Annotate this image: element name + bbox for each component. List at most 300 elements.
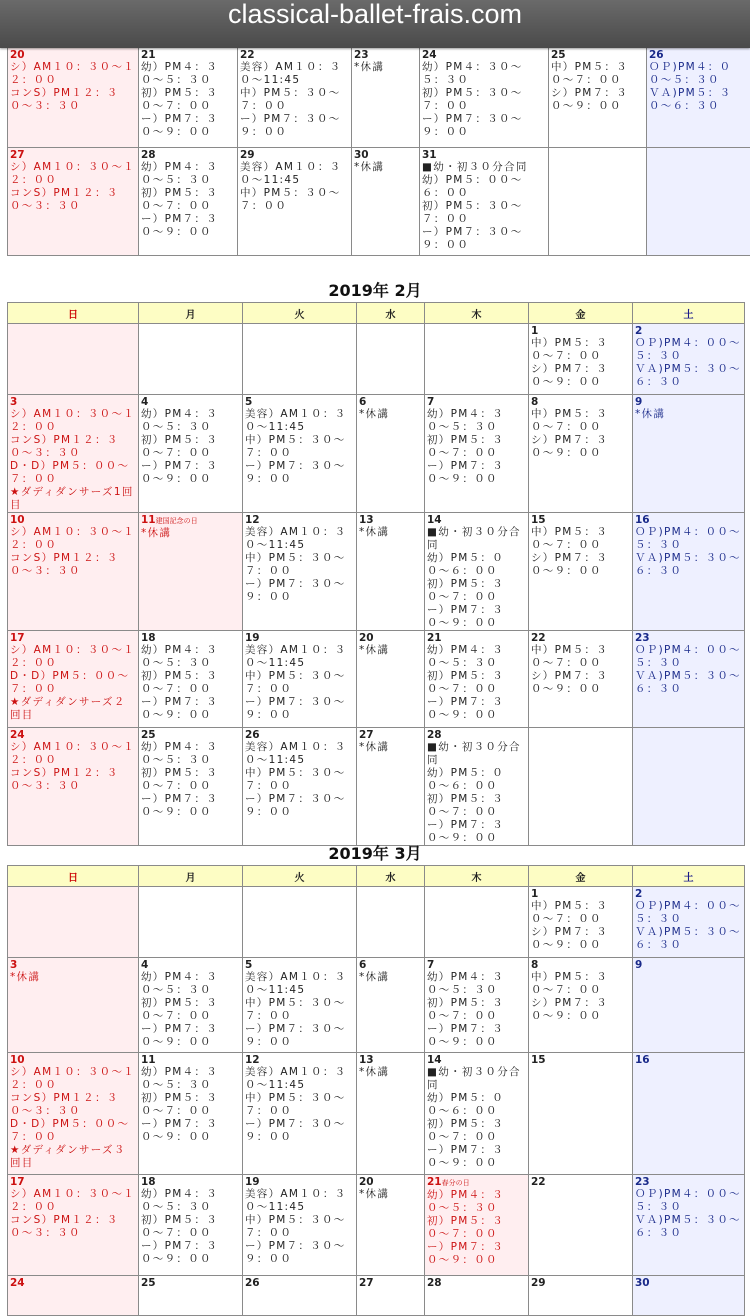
day-number [427, 959, 526, 971]
day-number-value: 24 [10, 1277, 25, 1289]
class-schedule-line: ★ダディダンサーズ２回目 [10, 696, 136, 722]
day-number [141, 959, 240, 971]
day-number-value: 18 [141, 1176, 156, 1188]
day-cell-jan-partial-28 [139, 148, 238, 256]
class-schedule-line: ー）PM７：３０〜９：００ [422, 226, 546, 252]
class-schedule-line: コンS）PM１２：３０〜３：３０ [10, 434, 136, 460]
class-schedule-line: 中）PM５：３０〜７：００ [245, 670, 354, 696]
day-number [635, 514, 742, 526]
day-number [427, 514, 526, 526]
class-schedule-line: 中）PM５：３０〜７：００ [240, 87, 349, 113]
day-cell-feb-26 [243, 728, 357, 846]
class-schedule-line: シ）PM７：３０〜９：００ [531, 434, 630, 460]
weekday-header: 木 [425, 303, 529, 324]
day-cell-mar-25 [139, 1276, 243, 1316]
class-schedule-line: D・D）PM５：００〜７：００ [10, 460, 136, 486]
class-schedule-line: ー）PM７：３０〜９：００ [240, 113, 349, 139]
day-number-value: 22 [531, 1176, 546, 1188]
day-cell-mar-16 [633, 1053, 745, 1175]
day-number-value: 23 [635, 1176, 650, 1188]
day-number [635, 1054, 742, 1066]
class-schedule-line: 初）PM５：３０〜７：００ [141, 1214, 240, 1240]
day-cell-mar-5 [243, 958, 357, 1053]
class-schedule-line: 中）PM５：３０〜７：００ [245, 434, 354, 460]
day-number [245, 959, 354, 971]
class-schedule-line: 幼）PM４：３０〜５：３０ [141, 1066, 240, 1092]
day-cell-mar-12 [243, 1053, 357, 1175]
day-cell-mar-7 [425, 958, 529, 1053]
week-row [8, 1276, 745, 1316]
day-cell-mar-18 [139, 1175, 243, 1276]
class-schedule-line: ー）PM７：３０〜９：００ [141, 460, 240, 486]
class-schedule-line: 初）PM５：３０〜７：００ [427, 793, 526, 819]
week-row [8, 1175, 745, 1276]
day-cell-mar-4 [139, 958, 243, 1053]
week-row [8, 887, 745, 958]
day-cell-jan-partial-26 [647, 48, 750, 148]
class-schedule-line: 幼）PM４：３０〜５：３０ [141, 644, 240, 670]
day-number [10, 396, 136, 408]
class-schedule-line: シ）PM７：３０〜９：００ [531, 997, 630, 1023]
day-number-value: 1 [531, 888, 538, 900]
day-number [245, 729, 354, 741]
holiday-name: 建国記念の日 [156, 517, 198, 525]
day-cell-feb-23 [633, 631, 745, 728]
day-cell-feb-8 [529, 395, 633, 513]
class-schedule-line: ★ダディダンサーズ３回目 [10, 1144, 136, 1170]
class-schedule-line: コンS）PM１２：３０〜３：３０ [10, 187, 136, 213]
day-cell-feb-19 [243, 631, 357, 728]
day-cell-jan-partial-21 [139, 48, 238, 148]
class-schedule-line: *休講 [359, 741, 422, 754]
day-cell-feb-2 [633, 324, 745, 395]
class-schedule-line: 美容）AM１０：３０〜11:45 [245, 971, 354, 997]
class-schedule-line: ー）PM７：３０〜９：００ [141, 1118, 240, 1144]
class-schedule-line: 幼）PM４：３０〜５：３０ [427, 1189, 526, 1215]
class-schedule-line: 初）PM５：３０〜７：００ [422, 200, 546, 226]
day-cell-jan-partial-31 [420, 148, 549, 256]
day-cell-feb-15 [529, 513, 633, 631]
week-row [8, 513, 745, 631]
weekday-header: 金 [529, 303, 633, 324]
class-schedule-line: 初）PM５：３０〜７：００ [427, 997, 526, 1023]
class-schedule-line: D・D）PM５：００〜７：００ [10, 1118, 136, 1144]
day-cell-mar-17 [8, 1175, 139, 1276]
weekday-header: 日 [8, 303, 139, 324]
day-cell-mar-24 [8, 1276, 139, 1316]
class-schedule-line: 初）PM５：３０〜７：００ [141, 87, 235, 113]
day-number-value: 22 [240, 49, 255, 61]
day-number [354, 149, 417, 161]
class-schedule-line: 初）PM５：３０〜７：００ [427, 670, 526, 696]
class-schedule-line: *休講 [359, 1066, 422, 1079]
class-schedule-line: コンS）PM１２：３０〜３：３０ [10, 552, 136, 578]
day-number [141, 1176, 240, 1188]
day-number [141, 1054, 240, 1066]
day-number-value: 28 [427, 1277, 442, 1289]
day-cell-feb-3 [8, 395, 139, 513]
day-cell-jan-partial-24 [420, 48, 549, 148]
class-schedule-line: *休講 [10, 971, 136, 984]
day-number [531, 1054, 630, 1066]
day-number-value: 13 [359, 514, 374, 526]
day-number-value: 19 [245, 632, 260, 644]
day-number-value: 31 [422, 149, 437, 161]
class-schedule-line: シ）PM７：３０〜９：００ [531, 926, 630, 952]
empty-day-cell [8, 324, 139, 395]
day-number [245, 514, 354, 526]
day-number-value: 10 [10, 514, 25, 526]
class-schedule-line: 初）PM５：３０〜７：００ [422, 87, 546, 113]
day-number [354, 49, 417, 61]
class-schedule-line: シ）PM７：３０〜９：００ [551, 87, 644, 113]
day-number [10, 1277, 136, 1289]
day-cell-feb-4 [139, 395, 243, 513]
class-schedule-line: 初）PM５：３０〜７：００ [141, 997, 240, 1023]
class-schedule-line: ー）PM７：３０〜９：００ [427, 1023, 526, 1049]
day-number-value: 14 [427, 1054, 442, 1066]
day-number [141, 396, 240, 408]
week-row [8, 631, 745, 728]
day-cell-feb-7 [425, 395, 529, 513]
day-cell-jan-partial-22 [238, 48, 352, 148]
day-number-value: 2 [635, 888, 642, 900]
day-number-value: 26 [649, 49, 664, 61]
class-schedule-line: 中）PM５：３０〜７：００ [551, 61, 644, 87]
day-number [531, 1176, 630, 1188]
class-schedule-line: ＯＰ)PM４：００〜５：３０ [635, 900, 742, 926]
class-schedule-line: 初）PM５：３０〜７：００ [427, 434, 526, 460]
day-number [422, 49, 546, 61]
site-url: classical-ballet-frais.com [228, 0, 522, 29]
class-schedule-line: シ）AM１０：３０〜１２：００ [10, 741, 136, 767]
class-schedule-line: ー）PM７：３０〜９：００ [141, 696, 240, 722]
day-number [141, 49, 235, 61]
weekday-header: 土 [633, 866, 745, 887]
weekday-header: 金 [529, 866, 633, 887]
day-number [359, 514, 422, 526]
day-cell-jan-partial-23 [352, 48, 420, 148]
day-number [10, 959, 136, 971]
class-schedule-line: 初）PM５：３０〜７：００ [141, 434, 240, 460]
class-schedule-line: ー）PM７：３０〜９：００ [245, 793, 354, 819]
day-number [635, 1277, 742, 1289]
class-schedule-line: *休講 [354, 61, 417, 74]
day-number [10, 49, 136, 61]
class-schedule-line: *休講 [141, 527, 240, 540]
class-schedule-line: 幼）PM４：３０〜５：３０ [141, 971, 240, 997]
class-schedule-line: ー）PM７：３０〜９：００ [427, 604, 526, 630]
url-bar[interactable] [0, 0, 750, 48]
class-schedule-line: 美容）AM１０：３０〜11:45 [245, 408, 354, 434]
class-schedule-line: 幼）PM５：００〜６：００ [427, 767, 526, 793]
class-schedule-line: 初）PM５：３０〜７：００ [141, 670, 240, 696]
day-cell-mar-26 [243, 1276, 357, 1316]
day-number-value: 14 [427, 514, 442, 526]
day-cell-mar-22 [529, 1175, 633, 1276]
day-number [635, 1176, 742, 1188]
class-schedule-line: ー）PM７：３０〜９：００ [141, 1023, 240, 1049]
day-number-value: 21 [141, 49, 156, 61]
day-number [531, 514, 630, 526]
class-schedule-line: 中）PM５：３０〜７：００ [531, 526, 630, 552]
calendar-february [7, 302, 745, 846]
day-number-value: 20 [359, 1176, 374, 1188]
day-number-value: 29 [531, 1277, 546, 1289]
day-cell-feb-20 [357, 631, 425, 728]
class-schedule-line: *休講 [359, 1188, 422, 1201]
day-number-value: 19 [245, 1176, 260, 1188]
class-schedule-line: 幼）PM４：３０〜５：３０ [427, 644, 526, 670]
day-cell-mar-1 [529, 887, 633, 958]
class-schedule-line: 幼）PM４：３０〜５：３０ [141, 1188, 240, 1214]
day-number [422, 149, 546, 161]
day-number [141, 729, 240, 741]
day-cell-mar-21 [425, 1175, 529, 1276]
class-schedule-line: D・D）PM５：００〜７：００ [10, 670, 136, 696]
day-number-value: 3 [10, 396, 17, 408]
week-row [8, 324, 745, 395]
day-number [359, 729, 422, 741]
day-number-value: 20 [10, 49, 25, 61]
day-cell-feb-27 [357, 728, 425, 846]
day-number-value: 11 [141, 1054, 156, 1066]
class-schedule-line: 初）PM５：３０〜７：００ [427, 1215, 526, 1241]
day-number [649, 49, 748, 61]
day-cell-feb-16 [633, 513, 745, 631]
class-schedule-line: 美容）AM１０：３０〜11:45 [240, 161, 349, 187]
day-number-value: 28 [427, 729, 442, 741]
day-number-value: 21 [427, 1176, 442, 1188]
class-schedule-line: ー）PM７：３０〜９：００ [141, 213, 235, 239]
week-row [8, 148, 750, 256]
class-schedule-line: 初）PM５：３０〜７：００ [141, 187, 235, 213]
day-cell-feb-10 [8, 513, 139, 631]
weekday-header: 木 [425, 866, 529, 887]
class-schedule-line: シ）PM７：３０〜９：００ [531, 670, 630, 696]
day-number-value: 15 [531, 1054, 546, 1066]
day-number [427, 632, 526, 644]
day-cell-jan-partial-30 [352, 148, 420, 256]
class-schedule-line: 幼）PM４：３０〜５：３０ [141, 741, 240, 767]
day-cell-jan-partial-27 [8, 148, 139, 256]
class-schedule-line: 初）PM５：３０〜７：００ [427, 1118, 526, 1144]
day-cell-mar-3 [8, 958, 139, 1053]
day-number [141, 632, 240, 644]
day-number [635, 888, 742, 900]
class-schedule-line: ー）PM７：３０〜９：００ [141, 1240, 240, 1266]
class-schedule-line: 美容）AM１０：３０〜11:45 [245, 526, 354, 552]
empty-day-cell [139, 887, 243, 958]
class-schedule-line: ー）PM７：３０〜９：００ [422, 113, 546, 139]
empty-day-cell [357, 887, 425, 958]
class-schedule-line: 初）PM５：３０〜７：００ [141, 767, 240, 793]
day-cell-mar-27 [357, 1276, 425, 1316]
day-cell-jan-partial-20 [8, 48, 139, 148]
empty-day-cell [633, 728, 745, 846]
class-schedule-line: ＯＰ)PM４：００〜５：３０ [635, 526, 742, 552]
day-number [359, 632, 422, 644]
class-schedule-line: シ）PM７：３０〜９：００ [531, 363, 630, 389]
day-number [10, 1176, 136, 1188]
class-schedule-line: 初）PM５：３０〜７：００ [427, 578, 526, 604]
class-schedule-line: *休講 [635, 408, 742, 421]
day-number [427, 1176, 526, 1189]
class-schedule-line: ＯＰ)PM４：００〜５：３０ [635, 337, 742, 363]
day-number-value: 17 [10, 1176, 25, 1188]
holiday-name: 春分の日 [442, 1179, 470, 1187]
day-number-value: 8 [531, 396, 538, 408]
day-number-value: 25 [141, 1277, 156, 1289]
day-cell-mar-30 [633, 1276, 745, 1316]
day-number-value: 9 [635, 396, 642, 408]
weekday-header: 日 [8, 866, 139, 887]
empty-day-cell [243, 324, 357, 395]
class-schedule-line: *休講 [359, 526, 422, 539]
day-number-value: 2 [635, 325, 642, 337]
day-number-value: 27 [359, 729, 374, 741]
class-schedule-line: *休講 [359, 644, 422, 657]
day-number [10, 729, 136, 741]
class-schedule-line: 中）PM５：３０〜７：００ [245, 1214, 354, 1240]
class-schedule-line: シ）AM１０：３０〜１２：００ [10, 644, 136, 670]
day-number [531, 888, 630, 900]
day-cell-jan-partial-29 [238, 148, 352, 256]
class-schedule-line: 中）PM５：３０〜７：００ [531, 337, 630, 363]
class-schedule-line: 中）PM５：３０〜７：００ [531, 971, 630, 997]
class-schedule-line: シ）PM７：３０〜９：００ [531, 552, 630, 578]
class-schedule-line: 幼）PM５：００〜６：００ [427, 552, 526, 578]
day-number [10, 514, 136, 526]
class-schedule-line: シ）AM１０：３０〜１２：００ [10, 1066, 136, 1092]
class-schedule-line: シ）AM１０：３０〜１２：００ [10, 161, 136, 187]
day-number [635, 325, 742, 337]
day-cell-feb-1 [529, 324, 633, 395]
class-schedule-line: ー）PM７：３０〜９：００ [427, 1144, 526, 1170]
day-number-value: 8 [531, 959, 538, 971]
day-cell-mar-11 [139, 1053, 243, 1175]
day-cell-feb-11 [139, 513, 243, 631]
day-cell-jan-partial-25 [549, 48, 647, 148]
class-schedule-line: ー）PM７：３０〜９：００ [141, 113, 235, 139]
day-cell-mar-8 [529, 958, 633, 1053]
week-row [8, 395, 745, 513]
day-number-value: 16 [635, 514, 650, 526]
day-number [531, 1277, 630, 1289]
weekday-header-row [8, 866, 745, 887]
class-schedule-line: 美容）AM１０：３０〜11:45 [240, 61, 349, 87]
day-number-value: 13 [359, 1054, 374, 1066]
day-number-value: 26 [245, 1277, 260, 1289]
day-number-value: 30 [635, 1277, 650, 1289]
day-cell-feb-6 [357, 395, 425, 513]
class-schedule-line: 美容）AM１０：３０〜11:45 [245, 1066, 354, 1092]
day-number-value: 24 [422, 49, 437, 61]
day-cell-mar-2 [633, 887, 745, 958]
day-number [245, 1054, 354, 1066]
class-schedule-line: 中）PM５：３０〜７：００ [245, 997, 354, 1023]
week-row [8, 728, 745, 846]
class-schedule-line: ■幼・初３０分合同 [422, 161, 546, 174]
class-schedule-line: ー）PM７：３０〜９：００ [245, 1240, 354, 1266]
day-number-value: 9 [635, 959, 642, 971]
class-schedule-line: 中）PM５：３０〜７：００ [245, 767, 354, 793]
day-number-value: 25 [141, 729, 156, 741]
march-title: 2019年 3月 [0, 841, 750, 861]
day-number [245, 632, 354, 644]
empty-day-cell [139, 324, 243, 395]
day-number [245, 1277, 354, 1289]
day-number-value: 27 [359, 1277, 374, 1289]
class-schedule-line: シ）AM１０：３０〜１２：００ [10, 408, 136, 434]
empty-day-cell [425, 324, 529, 395]
weekday-header-row [8, 303, 745, 324]
class-schedule-line: 幼）PM４：３０〜５：３０ [141, 61, 235, 87]
day-number [359, 1176, 422, 1188]
day-cell-mar-14 [425, 1053, 529, 1175]
class-schedule-line: 幼）PM４：３０〜５：３０ [141, 161, 235, 187]
day-number [635, 396, 742, 408]
class-schedule-line: 幼）PM４：３０〜５：３０ [422, 61, 546, 87]
day-number [531, 632, 630, 644]
day-number-value: 3 [10, 959, 17, 971]
day-number [359, 396, 422, 408]
calendar-march [7, 865, 745, 1316]
day-number [240, 49, 349, 61]
day-cell-feb-28 [425, 728, 529, 846]
day-cell-feb-9 [633, 395, 745, 513]
day-number [240, 149, 349, 161]
weekday-header: 水 [357, 866, 425, 887]
february-title: 2019年 2月 [0, 278, 750, 298]
empty-day-cell [357, 324, 425, 395]
class-schedule-line: *休講 [359, 971, 422, 984]
weekday-header: 火 [243, 303, 357, 324]
day-cell-mar-29 [529, 1276, 633, 1316]
empty-day-cell [647, 148, 750, 256]
day-cell-mar-23 [633, 1175, 745, 1276]
day-number-value: 5 [245, 959, 252, 971]
day-number-value: 4 [141, 396, 148, 408]
day-cell-feb-25 [139, 728, 243, 846]
class-schedule-line: ー）PM７：３０〜９：００ [427, 460, 526, 486]
class-schedule-line: 中）PM５：３０〜７：００ [240, 187, 349, 213]
class-schedule-line: 幼）PM５：００〜６：００ [427, 1092, 526, 1118]
class-schedule-line: ■幼・初３０分合同 [427, 526, 526, 552]
class-schedule-line: シ）AM１０：３０〜１２：００ [10, 61, 136, 87]
class-schedule-line: 幼）PM５：００〜６：００ [422, 174, 546, 200]
day-number-value: 23 [354, 49, 369, 61]
day-number-value: 23 [635, 632, 650, 644]
day-number [10, 632, 136, 644]
class-schedule-line: 中）PM５：３０〜７：００ [531, 900, 630, 926]
class-schedule-line: ー）PM７：３０〜９：００ [245, 1023, 354, 1049]
day-number [141, 149, 235, 161]
weekday-header: 水 [357, 303, 425, 324]
day-number [531, 396, 630, 408]
day-cell-mar-6 [357, 958, 425, 1053]
day-number [427, 396, 526, 408]
class-schedule-line: ＶＡ)PM５：３０〜６：３０ [635, 552, 742, 578]
day-number-value: 15 [531, 514, 546, 526]
day-cell-feb-21 [425, 631, 529, 728]
class-schedule-line: コンS）PM１２：３０〜３：３０ [10, 1092, 136, 1118]
class-schedule-line: コンS）PM１２：３０〜３：３０ [10, 87, 136, 113]
class-schedule-line: ＶＡ)PM５：３０〜６：３０ [649, 87, 748, 113]
class-schedule-line: *休講 [359, 408, 422, 421]
day-number-value: 17 [10, 632, 25, 644]
weekday-header: 土 [633, 303, 745, 324]
